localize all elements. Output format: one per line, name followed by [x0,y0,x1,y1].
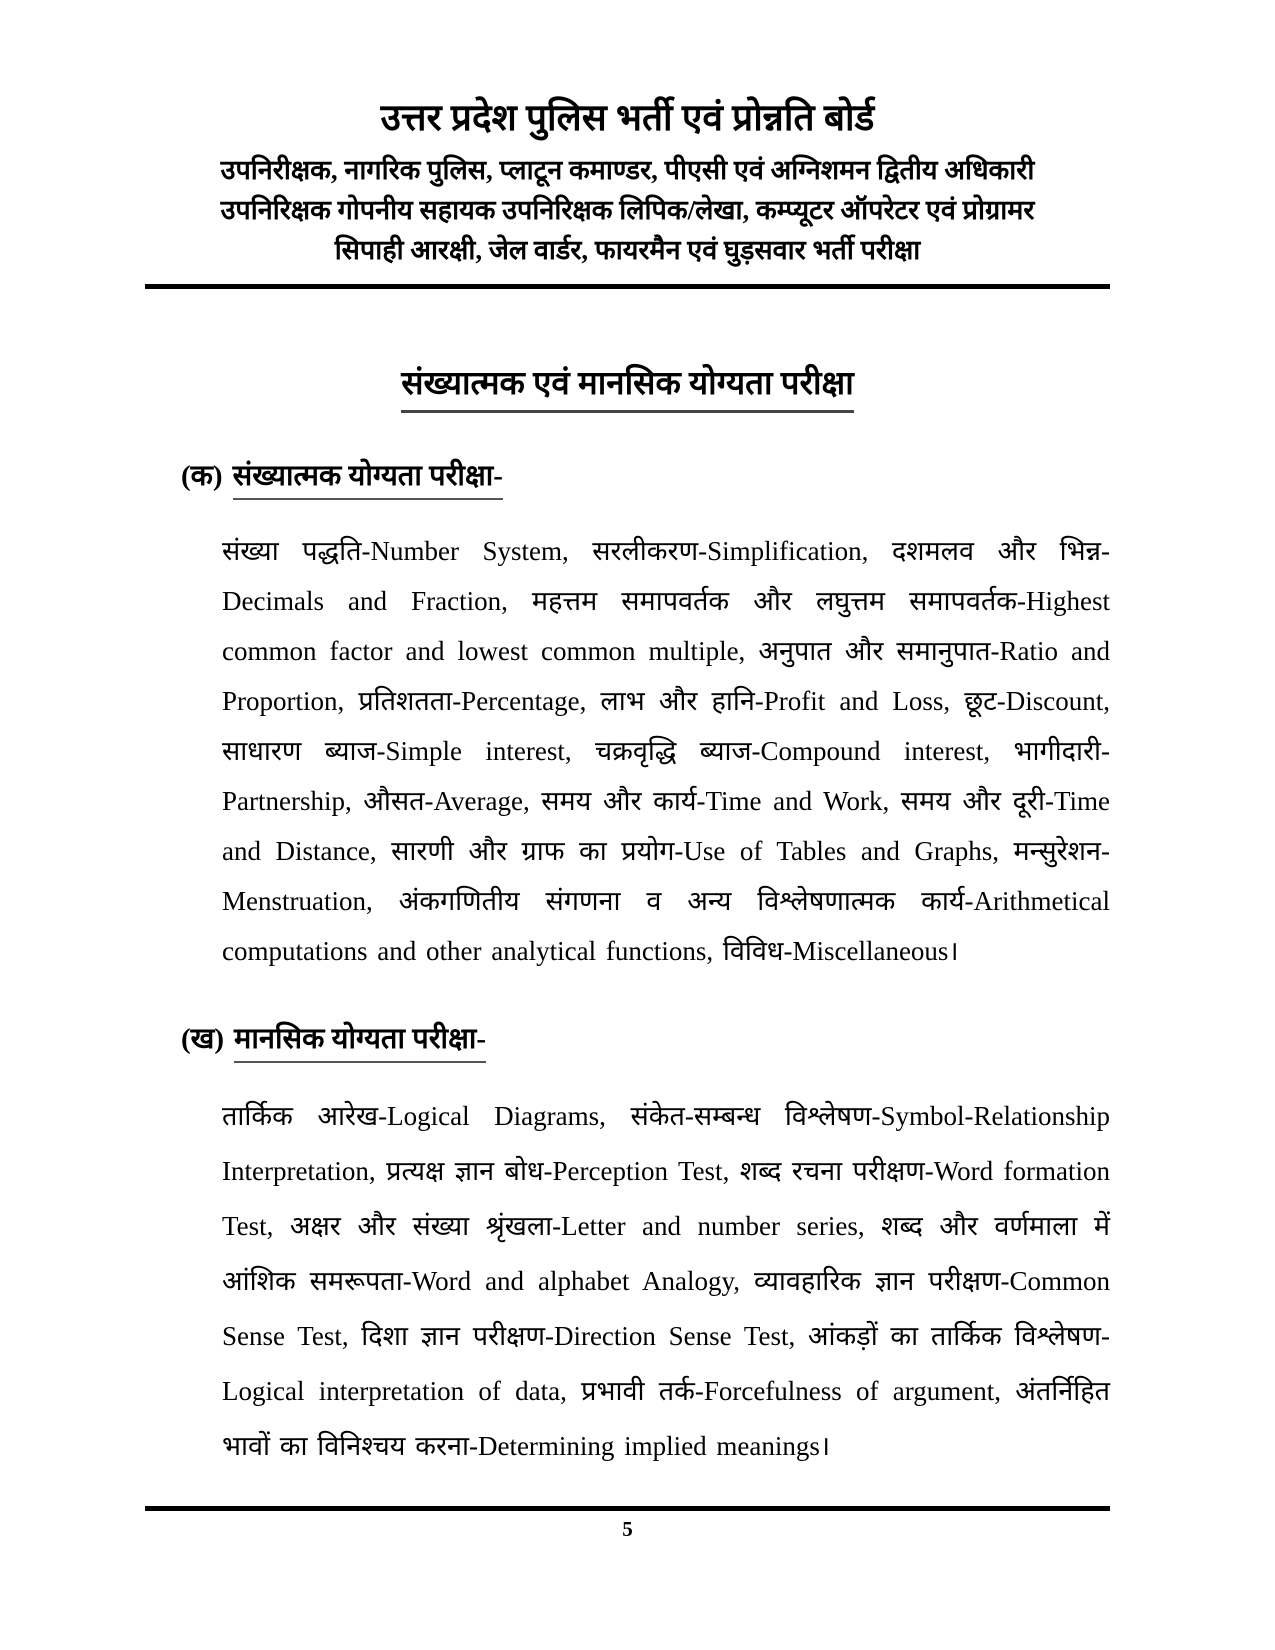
page-content [145,96,1110,1474]
page-number: 5 [622,1517,633,1541]
document-footer [145,1506,1110,1542]
section-body-text: संख्या पद्धति-Number System, सरलीकरण-Simplification, दशमलव और भिन्न-Decimals and Fraction, महत्तम समापवर्तक और लघुत्तम समापवर्तक-Highest common factor and lowest common multiple, अनुपात और समानुपात-Ratio and Proportion, प्रतिशतता-Percentage, लाभ और हानि-Profit and Loss, छूट-Discount, साधारण ब्याज-Simple interest, चक्रवृद्धि ब्याज-Compound interest, भागीदारी-Partnership, औसत-Average, समय और कार्य-Time and Work, समय और दूरी-Time and Distance, सारणी और ग्राफ का प्रयोग-Use of Tables and Graphs, मन्सुरेशन-Menstruation, अंकगणितीय संगणना व अन्य विश्लेषणात्मक कार्य-Arithmetical computations and other analytical functions, विविध-Miscellaneous। [222,536,1110,967]
section-body-text: तार्किक आरेख-Logical Diagrams, संकेत-सम्बन्ध विश्लेषण-Symbol-Relationship Interpretation, प्रत्यक्ष ज्ञान बोध-Perception Test, शब्द रचना परीक्षण-Word formation Test, अक्षर और संख्या श्रृंखला-Letter and number series, शब्द और वर्णमाला में आंशिक समरूपता-Word and alphabet Analogy, व्यावहारिक ज्ञान परीक्षण-Common Sense Test, दिशा ज्ञान परीक्षण-Direction Sense Test, आंकड़ों का तार्किक विश्लेषण-Logical interpretation of data, प्रभावी तर्क-Forcefulness of argument, अंतर्निहित भावों का विनिश्चय करना-Determining implied meanings। [222,1101,1110,1462]
header-subtitle-line-1: उपनिरीक्षक, नागरिक पुलिस, प्लाटून कमाण्डर, पीएसी एवं अग्निशमन द्वितीय अधिकारी [220,155,1035,186]
section-mental-ability [145,1018,1110,1474]
document-header [145,96,1110,289]
section-heading [181,455,1110,500]
section-heading-text: संख्यात्मक योग्यता परीक्षा- [233,455,503,500]
section-label: (क) [181,460,223,493]
section-heading [181,1018,1110,1063]
footer-divider [145,1506,1110,1511]
header-divider [145,284,1110,289]
main-title-wrap [145,359,1110,413]
page-title: संख्यात्मक एवं मानसिक योग्यता परीक्षा [401,359,854,413]
header-subtitle-line-2: उपनिरिक्षक गोपनीय सहायक उपनिरिक्षक लिपिक/लेखा, कम्प्यूटर ऑपरेटर एवं प्रोग्रामर [220,195,1035,226]
org-title: उत्तर प्रदेश पुलिस भर्ती एवं प्रोन्नति बोर्ड [380,98,875,139]
header-subtitle-line-3: सिपाही आरक्षी, जेल वार्डर, फायरमैन एवं घुड़सवार भर्ती परीक्षा [334,235,921,266]
section-heading-text: मानसिक योग्यता परीक्षा- [234,1018,486,1063]
section-numerical-aptitude [145,455,1110,976]
section-label: (ख) [181,1023,225,1056]
